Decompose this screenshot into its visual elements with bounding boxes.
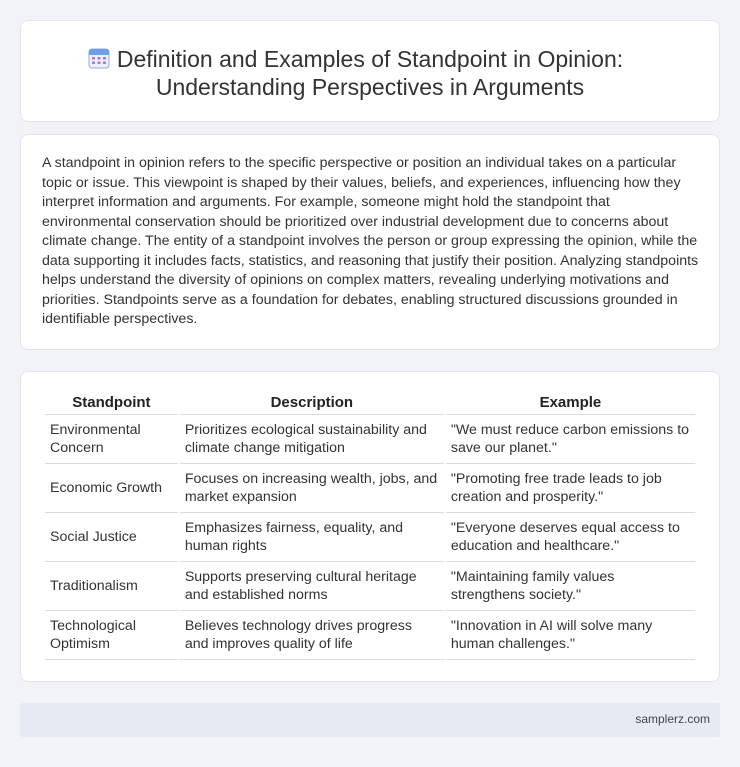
page-title-line2: Understanding Perspectives in Arguments [155, 74, 585, 100]
table-row [45, 562, 695, 611]
cell-description: Prioritizes ecological sustainability and climate change mitigation [180, 415, 444, 464]
footer-site-link[interactable]: samplerz.com [635, 712, 710, 726]
cell-description: Emphasizes fairness, equality, and human rights [180, 513, 444, 562]
page-title [21, 45, 719, 101]
intro-paragraph: A standpoint in opinion refers to the specific perspective or position an individual takes on a particular topic or issue. This viewpoint is shaped by their values, beliefs, and experiences, influencing how they interpret information and arguments. For example, someone might hold the standpoint that environmental conservation should be prioritized over industrial development due to concerns about climate change. The entity of a standpoint involves the person or group expressing the opinion, while the data supporting it includes facts, statistics, and reasoning that justify their position. Analyzing standpoints helps understand the diversity of opinions on complex matters, revealing underlying motivations and priorities. Standpoints serve as a foundation for debates, enabling structured discussions grounded in identifiable perspectives. [42, 155, 699, 327]
table-row [45, 464, 695, 513]
header-card [20, 20, 720, 122]
column-header-standpoint: Standpoint [45, 393, 178, 415]
column-header-example: Example [446, 393, 695, 415]
cell-standpoint: Social Justice [45, 513, 178, 562]
table-header-row [45, 393, 695, 415]
cell-example: "Promoting free trade leads to job creation and prosperity." [446, 464, 695, 513]
cell-example: "Everyone deserves equal access to education and healthcare." [446, 513, 695, 562]
footer [20, 703, 720, 737]
cell-example: "Innovation in AI will solve many human challenges." [446, 611, 695, 660]
standpoint-table [43, 393, 697, 660]
cell-description: Focuses on increasing wealth, jobs, and market expansion [180, 464, 444, 513]
table-row [45, 513, 695, 562]
page-title-line1: Definition and Examples of Standpoint in Opinion: [116, 46, 624, 72]
table-row [45, 611, 695, 660]
cell-description: Believes technology drives progress and improves quality of life [180, 611, 444, 660]
table-row [45, 415, 695, 464]
cell-standpoint: Technological Optimism [45, 611, 178, 660]
cell-standpoint: Traditionalism [45, 562, 178, 611]
cell-standpoint: Economic Growth [45, 464, 178, 513]
cell-description: Supports preserving cultural heritage and established norms [180, 562, 444, 611]
cell-example: "Maintaining family values strengthens society." [446, 562, 695, 611]
column-header-description: Description [180, 393, 444, 415]
cell-example: "We must reduce carbon emissions to save our planet." [446, 415, 695, 464]
cell-standpoint: Environmental Concern [45, 415, 178, 464]
table-card [20, 371, 720, 682]
intro-card [20, 134, 720, 350]
